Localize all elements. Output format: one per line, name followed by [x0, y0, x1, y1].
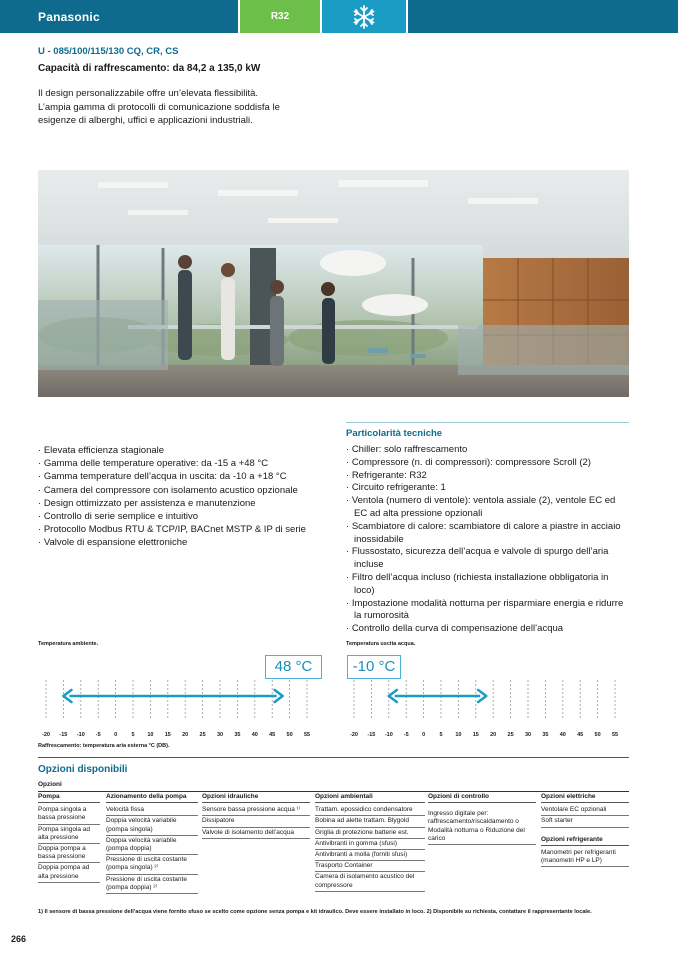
scale-tick-label: -10 — [76, 732, 85, 738]
feature-item: · Elevata efficienza stagionale — [38, 444, 328, 457]
option-cell: Antivibranti a molla (forniti sfusi) — [315, 850, 425, 861]
scale-tick-label: 55 — [303, 732, 311, 738]
ambient-scale-label: Temperatura ambiente. — [38, 641, 99, 647]
technical-title: Particolarità tecniche — [346, 428, 443, 439]
options-rule — [38, 791, 629, 792]
col-header: Azionamento della pompa — [106, 793, 198, 803]
scale-tick-label: 55 — [611, 732, 619, 738]
option-cell: Soft starter — [541, 816, 629, 827]
refrigerant-label: R32 — [270, 11, 290, 22]
scale-tick-label: 0 — [422, 732, 426, 738]
col-header: Opzioni di controllo — [428, 793, 536, 803]
technical-item: · Impostazione modalità notturna per risparmiare energia e ridurre la rumorosità — [346, 598, 631, 624]
capacity-subtitle: Capacità di raffrescamento: da 84,2 a 135,0 kW — [38, 63, 261, 74]
brand-logo: Panasonic — [38, 10, 100, 24]
intro-line: Il design personalizzabile offre un’elevata flessibilità. — [38, 88, 259, 99]
scale-tick-label: -10 — [384, 732, 393, 738]
feature-item: · Camera del compressore con isolamento acustico opzionale — [38, 484, 328, 497]
option-cell: Doppia pompa ad alta pressione — [38, 863, 100, 882]
option-cell: Dissipatore — [202, 816, 310, 827]
technical-item: · Chiller: solo raffrescamento — [346, 444, 631, 457]
scale-tick-label: 35 — [234, 732, 241, 738]
scale-tick-label: 10 — [147, 732, 154, 738]
option-cell: Velocità fissa — [106, 805, 198, 816]
technical-list — [346, 444, 631, 636]
scale-tick-label: 15 — [164, 732, 171, 738]
brand-bar — [0, 0, 238, 33]
options-col-controllo — [428, 793, 536, 845]
option-cell: Pressione di uscita costante (pompa doppia) ²⁾ — [106, 875, 198, 894]
col-header: Opzioni ambientali — [315, 793, 425, 803]
features-list — [38, 444, 328, 550]
office-photo — [38, 170, 629, 397]
options-divider — [38, 757, 629, 758]
scale-tick-label: 50 — [286, 732, 293, 738]
option-cell: Pompa singola a bassa pressione — [38, 805, 100, 824]
options-col-ambientali — [315, 793, 425, 892]
option-cell: Antivibranti in gomma (sfusi) — [315, 839, 425, 850]
options-col-elettriche — [541, 793, 629, 867]
intro-line: L’ampia gamma di protocolli di comunicazione soddisfa le — [38, 101, 280, 113]
scale-tick-label: 20 — [182, 732, 189, 738]
scale-tick-label: -20 — [350, 732, 358, 738]
page-header — [0, 0, 678, 33]
option-cell: Pompa singola ad alta pressione — [38, 825, 100, 844]
option-cell: Doppia velocità variabile (pompa doppia) — [106, 836, 198, 855]
snowflake-icon — [351, 4, 377, 30]
scale-tick-label: -15 — [59, 732, 68, 738]
feature-item: · Valvole di espansione elettroniche — [38, 536, 328, 549]
options-col-idrauliche — [202, 793, 310, 839]
option-cell: Camera di isolamento acustico del compressore — [315, 872, 425, 891]
scale-tick-label: 0 — [114, 732, 118, 738]
cooling-tab — [322, 0, 406, 33]
intro-line: esigenze di alberghi, uffici e applicazioni industriali. — [38, 115, 253, 126]
option-cell: Bobina ad alette trattam. Blygold — [315, 816, 425, 827]
col-header: Opzioni refrigerante — [541, 836, 629, 846]
model-title: U - 085/100/115/130 CQ, CR, CS — [38, 46, 179, 57]
ambient-temperature-scale — [38, 676, 328, 740]
option-cell: Ingresso digitale per: raffrescamento/riscaldamento o Modalità notturna o Riduzione del carico — [428, 809, 536, 845]
page-number: 266 — [11, 934, 27, 944]
scale-tick-label: 45 — [577, 732, 584, 738]
technical-item: · Circuito refrigerante: 1 — [346, 482, 631, 495]
feature-item: · Gamma temperature dell’acqua in uscita: da -10 a +18 °C — [38, 470, 328, 483]
scale-tick-label: 40 — [559, 732, 566, 738]
scale-tick-label: -15 — [367, 732, 376, 738]
option-cell: Pressione di uscita costante (pompa singola) ²⁾ — [106, 855, 198, 874]
scale-tick-label: 45 — [269, 732, 276, 738]
office-scene-illustration — [38, 170, 629, 397]
scale-tick-label: 5 — [439, 732, 443, 738]
option-cell: Doppia velocità variabile (pompa singola) — [106, 816, 198, 835]
option-cell: Ventola/e EC opzionali — [541, 805, 629, 816]
intro-text — [38, 87, 338, 128]
col-header: Opzioni elettriche — [541, 793, 629, 803]
technical-item: · Scambiatore di calore: scambiatore di calore a piastre in acciaio inossidabile — [346, 521, 631, 547]
options-subheader: Opzioni — [38, 781, 62, 788]
technical-item: · Refrigerante: R32 — [346, 470, 631, 483]
feature-item: · Gamma delle temperature operative: da -15 a +48 °C — [38, 457, 328, 470]
option-cell: Griglia di protezione batterie est. — [315, 828, 425, 839]
scale-note: Raffrescamento: temperatura aria esterna °C (DB). — [38, 743, 170, 749]
option-cell: Doppia pompa a bassa pressione — [38, 844, 100, 863]
feature-item: · Controllo di serie semplice e intuitivo — [38, 510, 328, 523]
technical-item: · Filtro dell’acqua incluso (richiesta installazione obbligatoria in loco) — [346, 572, 631, 598]
refrigerant-tab — [240, 0, 320, 33]
scale-tick-label: 35 — [542, 732, 549, 738]
option-cell: Trattam. epossidico condensatore — [315, 805, 425, 816]
option-cell: Sensore bassa pressione acqua ¹⁾ — [202, 805, 310, 816]
water-temperature-scale — [346, 676, 631, 740]
technical-item: · Compressore (n. di compressori): compressore Scroll (2) — [346, 457, 631, 470]
option-cell: Valvole di isolamento dell’acqua — [202, 828, 310, 839]
scale-tick-label: 15 — [472, 732, 479, 738]
scale-tick-label: 30 — [216, 732, 224, 738]
technical-item: · Flussostato, sicurezza dell’acqua e valvole di spurgo dell’aria incluse — [346, 546, 631, 572]
technical-item: · Controllo della curva di compensazione dell’acqua — [346, 623, 631, 636]
options-col-azionamento — [106, 793, 198, 894]
options-col-pompa — [38, 793, 100, 883]
water-scale-label: Temperatura uscita acqua. — [346, 641, 416, 647]
scale-tick-label: 10 — [455, 732, 462, 738]
scale-tick-label: 5 — [131, 732, 135, 738]
feature-item: · Protocollo Modbus RTU & TCP/IP, BACnet MSTP & IP di serie — [38, 523, 328, 536]
section-divider — [346, 422, 629, 423]
option-cell: Trasporto Container — [315, 861, 425, 872]
scale-tick-label: 50 — [594, 732, 601, 738]
header-fill — [408, 0, 678, 33]
scale-tick-label: 25 — [199, 732, 206, 738]
ambient-callout: 48 °C — [265, 655, 322, 679]
feature-item: · Design ottimizzato per assistenza e manutenzione — [38, 497, 328, 510]
scale-tick-label: 30 — [524, 732, 532, 738]
footnote: 1) Il sensore di bassa pressione dell’acqua viene fornito sfuso se scelto come opzione senza pompa e kit idraulico. Deve essere installato in loco. 2) Disponibile su richiesta, contattare il rappresentante locale. — [38, 909, 592, 915]
scale-tick-label: 20 — [490, 732, 497, 738]
col-header: Opzioni idrauliche — [202, 793, 310, 803]
scale-tick-label: 25 — [507, 732, 514, 738]
option-cell: Manometri per refrigeranti (manometri HP e LP) — [541, 848, 629, 867]
scale-tick-label: 40 — [251, 732, 258, 738]
technical-item: · Ventola (numero di ventole): ventola assiale (2), ventole EC ed EC ad alta pressione opzionali — [346, 495, 631, 521]
scale-tick-label: -5 — [403, 732, 409, 738]
col-header: Pompa — [38, 793, 100, 803]
scale-tick-label: -20 — [42, 732, 50, 738]
scale-tick-label: -5 — [95, 732, 101, 738]
water-callout: -10 °C — [347, 655, 401, 679]
options-title: Opzioni disponibili — [38, 764, 128, 775]
